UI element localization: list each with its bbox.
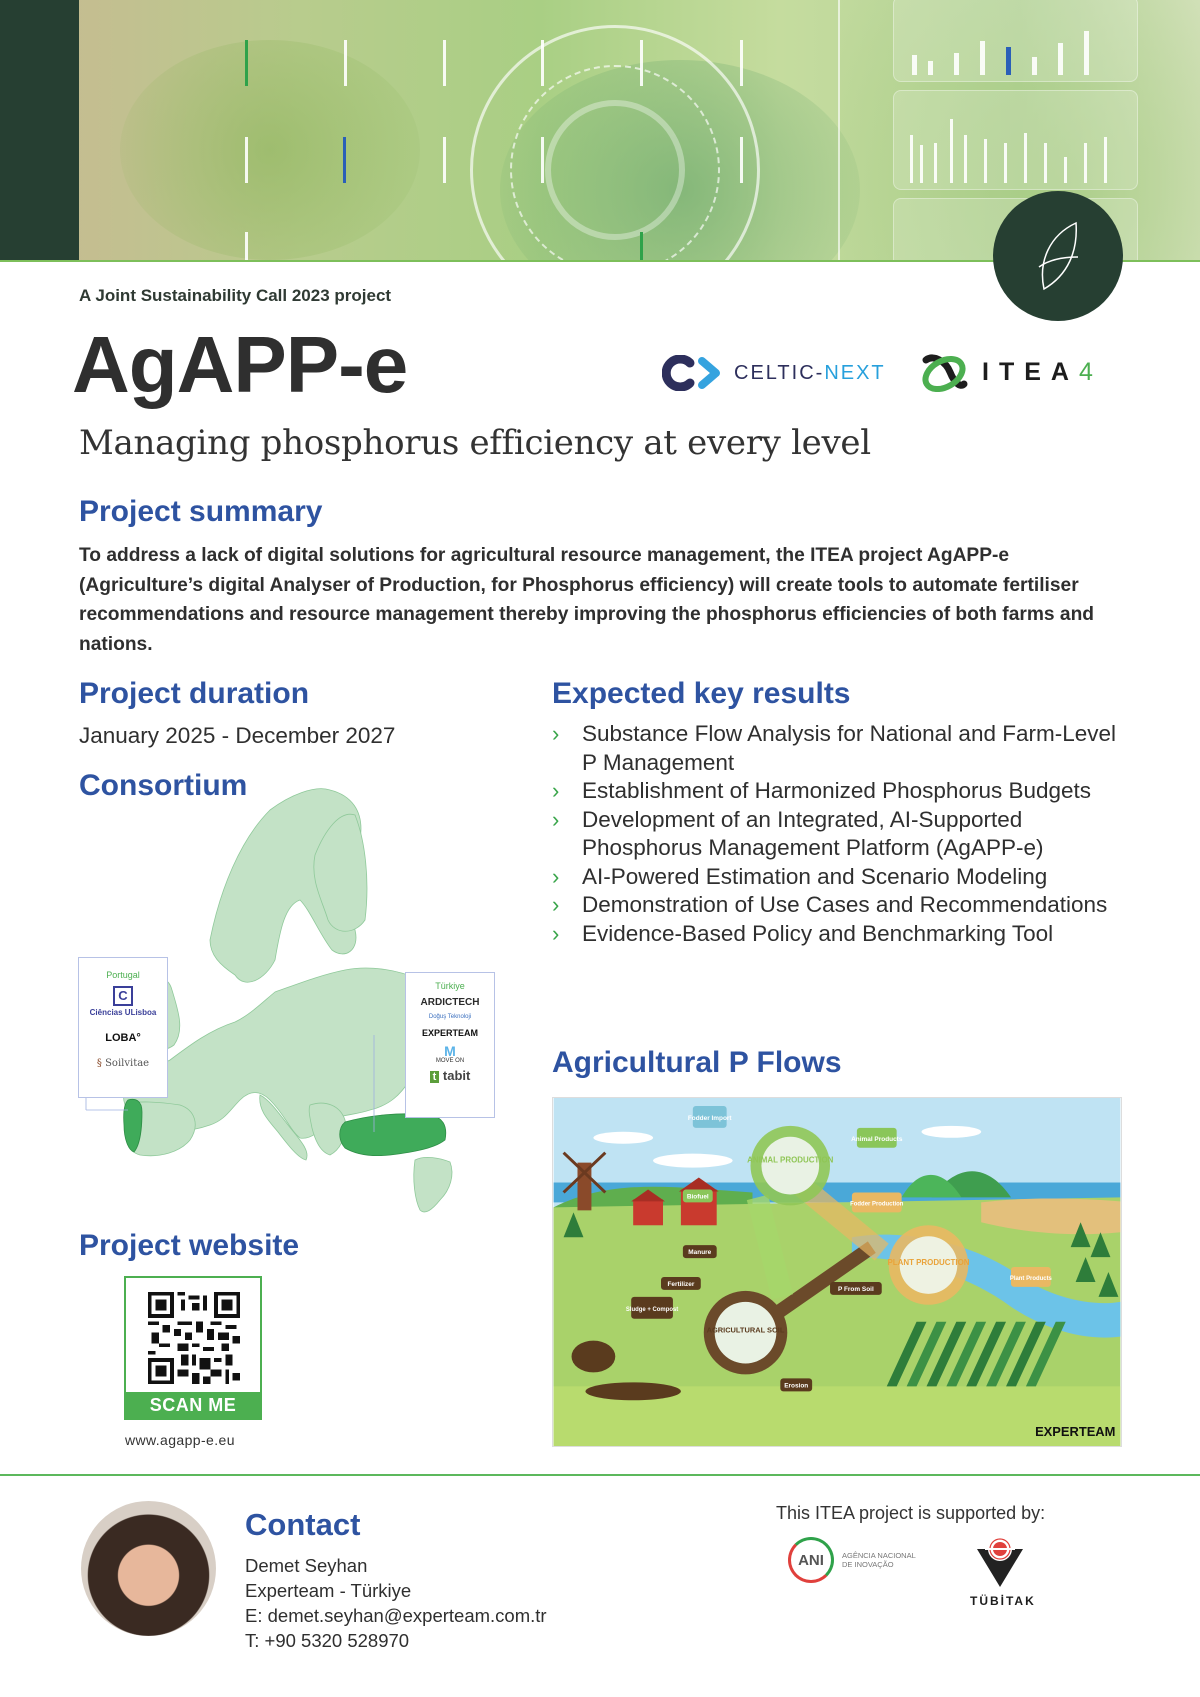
tabit-icon: t <box>430 1071 440 1083</box>
chevron-right-icon: › <box>552 778 560 803</box>
panel-bar <box>1006 47 1011 75</box>
panel-bar <box>928 61 933 75</box>
itea-wordmark <box>982 358 1103 387</box>
barn <box>633 1199 663 1225</box>
qr-code-box[interactable] <box>124 1276 262 1420</box>
hero-bar <box>640 232 643 262</box>
tag-fertilizer: Fertilizer <box>667 1280 695 1288</box>
tag-sludge-compost: Sludge + Compost <box>625 1306 679 1313</box>
panel-bar <box>1032 57 1037 75</box>
partner-logo <box>79 986 167 1018</box>
celtic-next-logo <box>662 355 886 391</box>
hero-bar <box>640 40 643 86</box>
mud <box>585 1382 680 1400</box>
tag-p-from-soil: P From Soil <box>838 1285 874 1293</box>
panel-bar <box>964 135 967 183</box>
panel-bar <box>1064 157 1067 183</box>
contact-heading: Contact <box>245 1507 361 1542</box>
partner-logo: Doğuş Teknoloji <box>428 1014 472 1020</box>
move-on-icon: M <box>444 1043 456 1060</box>
result-text: AI-Powered Estimation and Scenario Modeling <box>582 863 1048 889</box>
panel-bar <box>934 143 937 183</box>
plant-production-label: PLANT PRODUCTION <box>887 1258 970 1268</box>
ani-name <box>842 1551 916 1569</box>
map-middle-east <box>414 1157 452 1212</box>
tag-plant-products: Plant Products <box>1009 1275 1052 1282</box>
country-label: Portugal <box>106 970 140 980</box>
hero-bar <box>443 137 446 183</box>
hero-bar <box>740 40 743 86</box>
tag-animal-products: Animal Products <box>851 1135 903 1143</box>
celtic-next-wordmark <box>734 362 886 385</box>
ani-name-line: DE INOVAÇÃO <box>842 1560 894 1569</box>
duration-heading: Project duration <box>79 677 310 710</box>
experteam-brand: EXPERTEAM <box>1035 1424 1116 1440</box>
tag-erosion: Erosion <box>784 1382 809 1390</box>
cloud <box>922 1126 982 1138</box>
chevron-right-icon: › <box>552 806 560 832</box>
country-label: Türkiye <box>435 981 465 991</box>
list-item <box>552 720 1132 777</box>
list-item <box>552 777 1132 806</box>
tag-biofuel: Biofuel <box>686 1193 709 1201</box>
partner-logo <box>406 1044 494 1065</box>
partner-name: tabit <box>442 1068 471 1084</box>
footer-divider <box>0 1474 1200 1476</box>
avatar <box>81 1501 216 1636</box>
panel-bar <box>950 119 953 183</box>
chevron-right-icon: › <box>552 892 560 917</box>
result-text: Demonstration of Use Cases and Recommendations <box>582 892 1108 917</box>
agricultural-soil-label: AGRICULTURAL SOIL <box>706 1325 785 1335</box>
panel-bar <box>920 145 923 183</box>
result-text: Establishment of Harmonized Phosphorus Budgets <box>582 778 1092 803</box>
panel-bar <box>1104 137 1107 183</box>
tubitak-label: TÜBİTAK <box>970 1594 1036 1608</box>
hero-bar <box>245 232 248 262</box>
panel-bar <box>1084 143 1087 183</box>
hero-chart-panel <box>893 90 1138 190</box>
animal-production-node <box>761 1137 819 1195</box>
partner-logo: EXPERTEAM <box>421 1027 478 1038</box>
partner-logo: ARDICTECH <box>420 997 480 1008</box>
summary-heading: Project summary <box>79 495 323 528</box>
ciencias-icon: C <box>113 986 133 1006</box>
ani-icon: ANI <box>788 1537 834 1583</box>
itea-icon <box>920 352 968 392</box>
tubitak-icon <box>975 1535 1025 1587</box>
cloud <box>593 1132 653 1144</box>
hero-bar <box>344 40 347 86</box>
partner-name: MOVE ON <box>435 1058 465 1065</box>
celtic-next-icon <box>662 355 724 391</box>
celtic-prefix: CELTIC- <box>734 361 825 384</box>
partner-box-portugal <box>78 957 168 1098</box>
tag-manure: Manure <box>688 1249 712 1257</box>
website-heading: Project website <box>79 1229 300 1262</box>
result-text: Substance Flow Analysis for National and Farm-Level P Management <box>582 721 1117 775</box>
contact-organisation: Experteam - Türkiye <box>245 1580 412 1601</box>
ani-name-line: AGÊNCIA NACIONAL <box>842 1551 916 1560</box>
animal-production-label: ANIMAL PRODUCTION <box>747 1155 834 1165</box>
call-label: A Joint Sustainability Call 2023 project <box>79 286 392 305</box>
contact-name: Demet Seyhan <box>245 1555 368 1576</box>
hero-bar <box>343 137 346 183</box>
scan-me-label: SCAN ME <box>126 1392 260 1418</box>
contact-details <box>245 1553 547 1653</box>
ani-logo <box>788 1537 916 1583</box>
chevron-right-icon: › <box>552 863 560 889</box>
duration-value: January 2025 - December 2027 <box>79 723 396 748</box>
tag-fodder-production: Fodder Production <box>850 1201 904 1208</box>
cloud <box>653 1154 733 1168</box>
chevron-right-icon: › <box>552 721 560 746</box>
hero-bar <box>838 0 840 262</box>
partner-box-turkiye <box>405 972 495 1118</box>
hero-chart-panel <box>893 0 1138 82</box>
partner-logo <box>79 1058 167 1069</box>
results-list <box>552 720 1132 948</box>
contact-phone[interactable]: T: +90 5320 528970 <box>245 1630 410 1651</box>
website-link[interactable]: www.agapp-e.eu <box>125 1432 235 1448</box>
list-item <box>552 806 1132 863</box>
panel-bar <box>954 53 959 75</box>
supported-by-label: This ITEA project is supported by: <box>776 1503 1046 1523</box>
panel-bar <box>980 41 985 75</box>
list-item <box>552 920 1132 949</box>
hero-ring <box>545 100 685 240</box>
flows-heading: Agricultural P Flows <box>552 1046 842 1079</box>
p-flows-illustration <box>552 1097 1122 1447</box>
qr-code-icon[interactable] <box>148 1292 240 1384</box>
hero-bar <box>541 40 544 86</box>
page-title: AgAPP-e <box>72 320 408 409</box>
tubitak-logo <box>970 1535 1036 1608</box>
page-subtitle: Managing phosphorus efficiency at every level <box>79 423 871 463</box>
itea-text: ITEA <box>982 357 1079 386</box>
panel-bar <box>1004 143 1007 183</box>
soilvitae-icon: § <box>96 1057 102 1069</box>
partner-name: Soilvitae <box>105 1057 150 1069</box>
hero-blur <box>120 40 420 260</box>
partner-logo <box>406 1069 494 1083</box>
hero-bar <box>541 137 544 183</box>
consortium-heading: Consortium <box>79 769 248 802</box>
contact-email[interactable]: E: demet.seyhan@experteam.com.tr <box>245 1605 547 1626</box>
panel-bar <box>1044 143 1047 183</box>
partner-logo: LOBA° <box>105 1031 141 1044</box>
hero-bar <box>245 137 248 183</box>
leaf-badge <box>993 191 1123 321</box>
partner-name: Ciências ULisboa <box>89 1008 157 1017</box>
hero-bar <box>443 40 446 86</box>
panel-bar <box>910 135 913 183</box>
list-item <box>552 891 1132 920</box>
panel-bar <box>912 55 917 75</box>
map-turkey <box>340 1114 446 1156</box>
panel-bar <box>1058 43 1063 75</box>
hero-bar <box>245 40 248 86</box>
panel-bar <box>1084 31 1089 75</box>
itea-number: 4 <box>1078 357 1103 386</box>
result-text: Development of an Integrated, AI-Supported Phosphorus Management Platform (AgAPP-e) <box>582 806 1044 860</box>
panel-bar <box>1024 133 1027 183</box>
results-heading: Expected key results <box>552 677 851 710</box>
list-item <box>552 863 1132 892</box>
result-text: Evidence-Based Policy and Benchmarking Tool <box>582 920 1054 946</box>
summary-text: To address a lack of digital solutions for agricultural resource management, the ITEA project AgAPP-e (Agriculture’s digital Analyser of Production, for Phosphorus efficiency) will create tools to automate fertiliser recommendations and resource management thereby improving the phosphorus efficiencies of both farms and nations. <box>79 545 1095 655</box>
celtic-suffix: NEXT <box>824 361 886 384</box>
hero-bar <box>740 137 743 183</box>
chevron-right-icon: › <box>552 920 560 946</box>
tag-fodder-import: Fodder Import <box>687 1114 732 1122</box>
hero-side-band <box>0 0 79 262</box>
itea4-logo <box>920 352 1103 392</box>
panel-bar <box>984 139 987 183</box>
leaf-icon <box>1036 221 1080 291</box>
compost-pile <box>572 1341 616 1373</box>
